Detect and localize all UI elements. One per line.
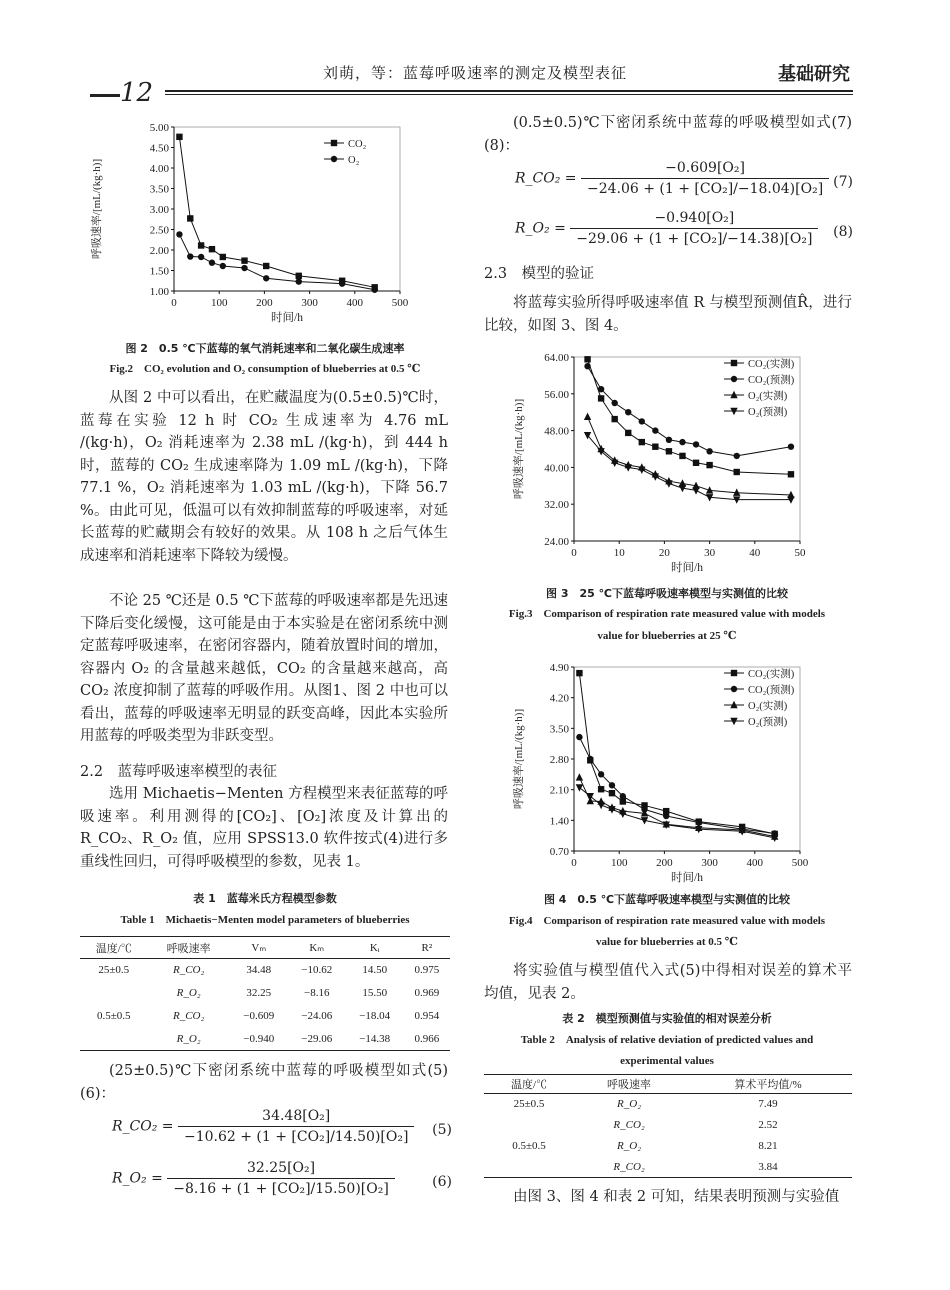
- table-cell: −24.06: [301, 1010, 333, 1022]
- page-number: 12: [120, 78, 154, 108]
- data-point: [339, 280, 345, 286]
- table-cell: R_O₂: [617, 1140, 642, 1152]
- y-tick-label: 4.90: [549, 662, 569, 674]
- data-point: [734, 453, 740, 459]
- data-point: [692, 487, 699, 494]
- fig3-caption-cn: 图 3 25 ℃下蓝莓呼吸速率模型与实测值的比较: [546, 587, 788, 600]
- table-cell: −10.62: [301, 964, 333, 977]
- table-cell: 7.49: [758, 1098, 778, 1111]
- table-cell: 2.52: [758, 1119, 778, 1131]
- x-tick-label: 300: [301, 297, 318, 309]
- data-point: [220, 263, 226, 269]
- data-point: [598, 786, 604, 792]
- data-point: [187, 215, 193, 221]
- y-axis-label: 呼吸速率/[mL/(kg·h)]: [513, 708, 525, 810]
- y-tick-label: 32.00: [544, 499, 569, 512]
- x-tick-label: 400: [746, 857, 764, 869]
- data-point: [296, 278, 302, 284]
- y-tick-label: 1.50: [149, 265, 169, 278]
- table-cell: R_O₂: [176, 987, 201, 999]
- table-cell: [80, 1028, 147, 1051]
- table-cell: 15.50: [362, 987, 388, 999]
- data-point: [625, 430, 631, 436]
- x-tick-label: 30: [704, 547, 716, 559]
- data-point: [611, 400, 617, 406]
- table-cell: −14.38: [359, 1032, 391, 1045]
- table2-header: 呼吸速率: [607, 1079, 652, 1091]
- eq6-number: (6): [432, 1174, 452, 1190]
- fig4-chart: [510, 655, 855, 890]
- table-cell: −29.06: [301, 1032, 333, 1045]
- table-cell: [484, 1157, 574, 1178]
- table-cell: 0.5±0.5: [96, 1010, 131, 1022]
- eq8-lhs: R_O₂ =: [515, 220, 566, 237]
- table-cell: 0.966: [414, 1032, 440, 1045]
- eq6-numerator: 32.25[O₂]: [167, 1160, 395, 1179]
- data-point: [371, 287, 377, 293]
- data-point: [598, 395, 604, 401]
- table-row: [484, 1136, 852, 1157]
- data-point: [609, 790, 615, 796]
- y-tick-label: 1.00: [149, 286, 169, 298]
- y-tick-label: 40.00: [544, 462, 569, 475]
- fig4-caption-en: Fig.4 Comparison of respiration rate measured value with models: [508, 915, 826, 927]
- legend-marker: [731, 360, 737, 366]
- data-point: [584, 363, 590, 369]
- equation-5: [112, 1108, 452, 1145]
- paragraph-model-method: 选用 Michaetis−Menten 方程模型来表征蓝莓的呼吸速率。利用测得的[CO₂]、[O₂]浓度及计算出的 R_CO₂、R_O₂ 值，应用 SPSS13.0 软件按式(4)进行多重线性回归，可得呼吸模型的参数，见表 1。: [80, 786, 448, 870]
- y-tick-label: 1.40: [549, 815, 569, 828]
- table-cell: R_CO₂: [172, 964, 205, 977]
- series-line: [179, 137, 374, 287]
- table1: [80, 936, 450, 1051]
- table2-header: 温度/℃: [511, 1079, 548, 1091]
- y-tick-label: 3.50: [549, 723, 569, 736]
- data-point: [666, 437, 672, 443]
- data-point: [198, 242, 204, 248]
- eq7-numerator: −0.609[O₂]: [581, 160, 829, 179]
- table-cell: 25±0.5: [98, 964, 130, 977]
- fig2-chart: [88, 110, 458, 342]
- y-tick-label: 5.00: [149, 122, 169, 134]
- table-cell: 32.25: [246, 987, 272, 999]
- equation-8: [515, 210, 853, 247]
- data-point: [263, 263, 269, 269]
- table-cell: R_CO₂: [613, 1160, 645, 1173]
- table1-header: Kᵢ: [369, 941, 380, 954]
- y-tick-label: 48.00: [544, 425, 569, 438]
- y-tick-label: 3.00: [149, 204, 169, 216]
- x-tick-label: 10: [613, 547, 625, 559]
- header-rule-thin: [165, 94, 853, 95]
- fig4-caption-cn: 图 4 0.5 ℃下蓝莓呼吸速率模型与实测值的比较: [543, 893, 791, 906]
- data-point: [241, 257, 247, 263]
- paragraph-fig2-discussion: 从图 2 中可以看出，在贮藏温度为(0.5±0.5)℃时，蓝莓在实验 12 h 时 CO₂ 生成速率为 4.76 mL /(kg·h)，O₂ 消耗速率为 2.38 mL /(kg·h)，到 444 h 时，蓝莓的 CO₂ 生成速率降为 1.09 mL /(kg·h)，下降 77.1 %，O₂ 消耗速率为 1.03 mL /(kg·h)，下降 56.7 %。由此可见，低温可以有效抑制蓝莓的呼吸速率，对延长蓝莓的贮藏期会有较好的效果。从 108 h 之后气体生成速率和消耗速率下降较为缓慢。: [80, 390, 448, 564]
- table-cell: R_O₂: [617, 1098, 642, 1111]
- table-cell: R_CO₂: [613, 1119, 645, 1131]
- data-point: [176, 231, 182, 237]
- x-axis-label: 时间/h: [271, 312, 303, 324]
- table-cell: −8.16: [304, 987, 330, 999]
- series-line: [588, 417, 791, 495]
- x-axis-label: 时间/h: [671, 562, 703, 574]
- table-row: [484, 1094, 852, 1115]
- x-axis-label: 时间/h: [671, 872, 703, 884]
- table-cell: −18.04: [359, 1010, 391, 1022]
- fig3-chart: [510, 345, 855, 580]
- fig4-caption-en-line2: value for blueberries at 0.5 ℃: [596, 936, 738, 948]
- eq5-numerator: 34.48[O₂]: [178, 1108, 414, 1127]
- running-title: 刘萌，等：蓝莓呼吸速率的测定及模型表征: [322, 64, 627, 82]
- paragraph-conclusion-start: 由图 3、图 4 和表 2 可知，结果表明预测与实验值: [513, 1189, 840, 1205]
- x-tick-label: 500: [391, 297, 409, 309]
- eq8-denominator: −29.06 + (1 + [CO₂]/−14.38)[O₂]: [576, 231, 813, 247]
- legend-label: O₂: [348, 155, 360, 166]
- section-2-3-heading: 2.3 模型的验证: [484, 266, 595, 282]
- table-row: [484, 1157, 852, 1178]
- x-tick-label: 40: [749, 547, 761, 559]
- table-cell: R_CO₂: [172, 1010, 205, 1022]
- data-point: [220, 254, 226, 260]
- x-tick-label: 20: [658, 547, 670, 559]
- legend-marker: [331, 140, 337, 146]
- series-line: [588, 435, 791, 499]
- data-point: [706, 448, 712, 454]
- data-point: [652, 444, 658, 450]
- eq8-number: (8): [833, 224, 853, 240]
- x-tick-label: 0: [571, 857, 577, 869]
- y-tick-label: 4.00: [149, 163, 169, 175]
- legend-marker: [331, 156, 337, 162]
- table-row: [80, 982, 450, 1005]
- table2-title-en: Table 2 Analysis of relative deviation of predicted values and: [520, 1034, 814, 1046]
- table-cell: 25±0.5: [513, 1098, 545, 1111]
- data-point: [597, 802, 604, 809]
- fig3-caption-en: Fig.3 Comparison of respiration rate measured value with models: [508, 608, 826, 620]
- y-axis-label: 呼吸速率/[mL/(kg·h)]: [513, 398, 525, 500]
- data-point: [587, 793, 594, 800]
- data-point: [693, 441, 699, 447]
- table2-title-cn: 表 2 模型预测值与实验值的相对误差分析: [562, 1012, 772, 1025]
- section-label: 基础研究: [778, 64, 850, 85]
- table2: [484, 1074, 852, 1178]
- data-point: [679, 439, 685, 445]
- legend-marker: [731, 670, 737, 676]
- table1-title-cn: 表 1 蓝莓米氏方程模型参数: [193, 892, 337, 905]
- table-cell: −0.940: [243, 1032, 275, 1045]
- data-point: [241, 265, 247, 271]
- table-cell: 3.84: [758, 1160, 778, 1173]
- header-rule-left: [90, 94, 120, 97]
- table2-header: 算术平均值/%: [734, 1079, 802, 1091]
- paragraph-respiration-analysis: 不论 25 ℃还是 0.5 ℃下蓝莓的呼吸速率都是先迅速下降后变化缓慢，这可能是由于本实验是在密闭系统中测定蓝莓呼吸速率，在密闭容器内，随着放置时间的增加，容器内 O₂ 的含量越来越低，CO₂ 的含量越来越高，高 CO₂ 浓度抑制了蓝莓的呼吸作用。从图1、图 2 中也可以看出，蓝莓的呼吸速率无明显的跃变高峰，因此本实验所用蓝莓的呼吸类型为非跃变型。: [80, 593, 448, 744]
- table-cell: 34.48: [246, 964, 272, 977]
- table-cell: 14.50: [362, 964, 388, 977]
- table-cell: 0.954: [414, 1010, 440, 1022]
- table2-title-en-line2: experimental values: [620, 1055, 714, 1067]
- legend-label: CO₂(实测): [748, 669, 795, 680]
- table-cell: R_O₂: [176, 1032, 201, 1045]
- eq6-lhs: R_O₂ =: [112, 1170, 163, 1187]
- data-point: [598, 771, 604, 777]
- table-cell: [484, 1115, 574, 1136]
- data-point: [576, 734, 582, 740]
- legend-marker: [731, 686, 737, 692]
- legend-label: CO₂: [348, 139, 367, 150]
- data-point: [706, 462, 712, 468]
- x-tick-label: 200: [656, 857, 673, 869]
- x-tick-label: 100: [610, 857, 628, 869]
- eq5-lhs: R_CO₂ =: [112, 1118, 174, 1135]
- table-row: [80, 1005, 450, 1028]
- data-point: [666, 448, 672, 454]
- section-2-2-heading: 2.2 蓝莓呼吸速率模型的表征: [80, 764, 278, 780]
- series-line: [579, 673, 774, 834]
- legend-label: CO₂(预测): [748, 685, 795, 696]
- eq6-denominator: −8.16 + (1 + [CO₂]/15.50)[O₂]: [173, 1181, 389, 1197]
- data-point: [576, 773, 583, 780]
- data-point: [663, 813, 669, 819]
- legend-label: O₂(实测): [748, 391, 788, 402]
- data-point: [609, 782, 615, 788]
- paragraph-model-25c: (25±0.5)℃下密闭系统中蓝莓的呼吸模型如式(5)(6)：: [80, 1063, 448, 1102]
- x-tick-label: 0: [571, 547, 577, 559]
- eq5-denominator: −10.62 + (1 + [CO₂]/14.50)[O₂]: [183, 1129, 409, 1145]
- data-point: [620, 793, 626, 799]
- data-point: [209, 246, 215, 252]
- data-point: [576, 670, 582, 676]
- data-point: [296, 273, 302, 279]
- y-tick-label: 0.70: [549, 846, 569, 858]
- fig2-caption-cn: 图 2 0.5 ℃下蓝莓的氧气消耗速率和二氧化碳生成速率: [125, 342, 405, 355]
- legend-label: CO₂(预测): [748, 375, 795, 386]
- paragraph-validation: 将蓝莓实验所得呼吸速率值 R 与模型预测值R̂，进行比较，如图 3、图 4。: [484, 295, 852, 334]
- y-tick-label: 56.00: [544, 388, 569, 401]
- table1-header: R²: [421, 941, 433, 954]
- legend-label: CO₂(实测): [748, 359, 795, 370]
- plot-frame: [174, 127, 400, 291]
- fig3-caption-en-line2: value for blueberries at 25 ℃: [597, 630, 737, 642]
- data-point: [788, 471, 794, 477]
- data-point: [734, 469, 740, 475]
- y-tick-label: 24.00: [544, 536, 569, 548]
- table-cell: [80, 982, 147, 1005]
- table1-title-en: Table 1 Michaetis−Menten model parameters of blueberries: [120, 914, 410, 926]
- legend-label: O₂(预测): [748, 717, 788, 728]
- data-point: [639, 439, 645, 445]
- table1-header: 温度/℃: [95, 942, 132, 955]
- data-point: [598, 386, 604, 392]
- data-point: [584, 413, 591, 420]
- paragraph-model-05c: (0.5±0.5)℃下密闭系统中蓝莓的呼吸模型如式(7)(8)：: [484, 115, 852, 154]
- y-tick-label: 64.00: [544, 352, 569, 364]
- eq8-numerator: −0.940[O₂]: [570, 210, 818, 229]
- table-cell: 0.969: [414, 987, 440, 999]
- table1-header: Kₘ: [309, 942, 325, 954]
- y-tick-label: 2.10: [549, 784, 569, 797]
- legend-marker: [731, 376, 737, 382]
- equation-6: [112, 1160, 452, 1197]
- table-cell: 8.21: [758, 1140, 778, 1152]
- legend-label: O₂(预测): [748, 407, 788, 418]
- y-tick-label: 3.50: [149, 183, 169, 196]
- x-tick-label: 500: [791, 857, 809, 869]
- eq5-number: (5): [432, 1122, 452, 1138]
- series-line: [579, 737, 774, 833]
- y-tick-label: 2.50: [149, 224, 169, 237]
- table-row: [80, 959, 450, 982]
- eq7-lhs: R_CO₂ =: [515, 170, 577, 187]
- table-row: [80, 1028, 450, 1051]
- data-point: [263, 275, 269, 281]
- data-point: [639, 418, 645, 424]
- equation-7: [515, 160, 853, 197]
- data-point: [176, 134, 182, 140]
- data-point: [611, 416, 617, 422]
- x-tick-label: 100: [210, 297, 228, 309]
- header-rule: [165, 90, 853, 92]
- y-tick-label: 2.80: [549, 754, 569, 766]
- table-cell: 0.5±0.5: [512, 1140, 546, 1152]
- data-point: [693, 460, 699, 466]
- data-point: [187, 253, 193, 259]
- y-tick-label: 2.00: [149, 245, 169, 257]
- x-tick-label: 0: [171, 297, 177, 309]
- data-point: [209, 260, 215, 266]
- data-point: [584, 356, 590, 362]
- y-tick-label: 4.20: [549, 692, 569, 705]
- table-cell: −0.609: [243, 1010, 275, 1022]
- data-point: [625, 409, 631, 415]
- data-point: [788, 444, 794, 450]
- data-point: [198, 254, 204, 260]
- fig2-caption-en: Fig.2 CO₂ evolution and O₂ consumption of blueberries at 0.5 ℃: [109, 363, 421, 375]
- eq7-denominator: −24.06 + (1 + [CO₂]/−18.04)[O₂]: [586, 181, 824, 197]
- table-row: [484, 1115, 852, 1136]
- x-tick-label: 300: [701, 857, 718, 869]
- eq7-number: (7): [833, 174, 853, 190]
- paragraph-error-analysis: 将实验值与模型值代入式(5)中得相对误差的算术平均值，见表 2。: [484, 963, 852, 1002]
- table1-header: 呼吸速率: [166, 942, 211, 955]
- data-point: [679, 453, 685, 459]
- data-point: [652, 427, 658, 433]
- x-tick-label: 200: [256, 297, 273, 309]
- data-point: [587, 756, 593, 762]
- x-tick-label: 400: [346, 297, 364, 309]
- x-tick-label: 50: [794, 547, 806, 559]
- y-tick-label: 4.50: [149, 142, 169, 155]
- table1-header: Vₘ: [251, 942, 267, 954]
- y-axis-label: 呼吸速率/[mL/(kg·h)]: [91, 158, 103, 260]
- table-cell: 0.975: [414, 964, 440, 977]
- legend-label: O₂(实测): [748, 701, 788, 712]
- data-point: [576, 784, 583, 791]
